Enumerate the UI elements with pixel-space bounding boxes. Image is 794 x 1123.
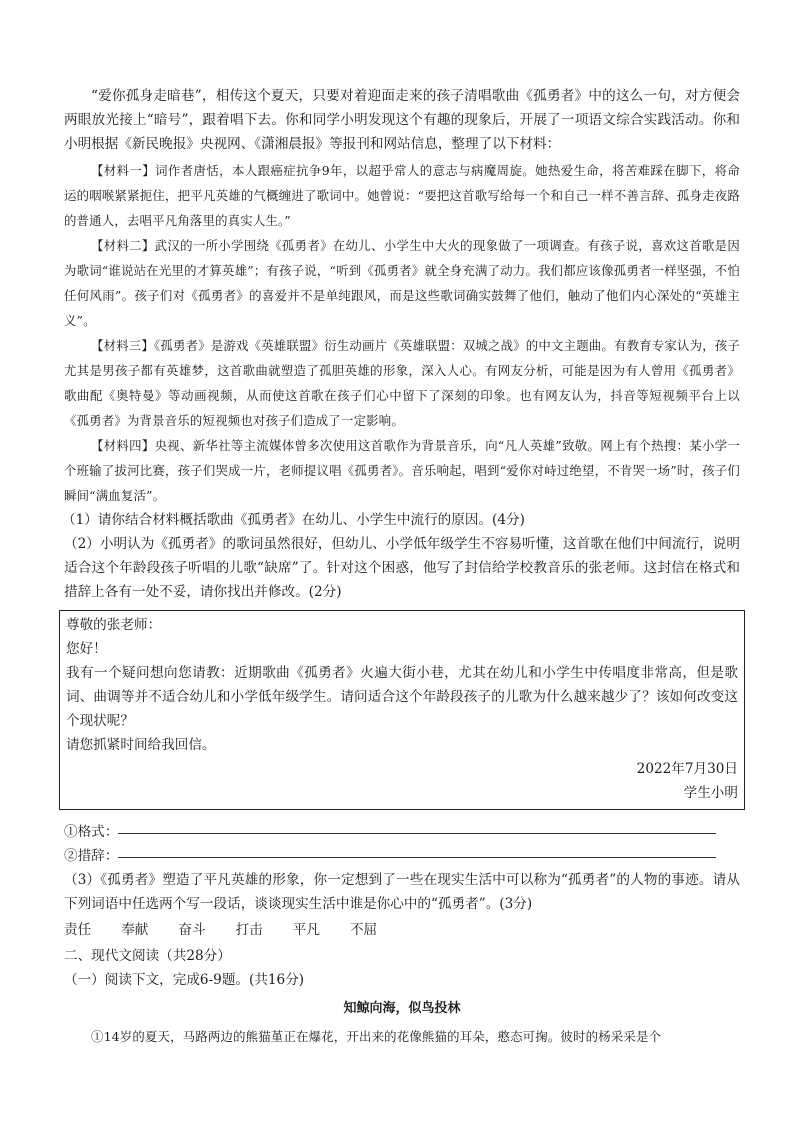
- letter-date: 2022年7月30日: [636, 761, 738, 777]
- section-heading: 二、现代文阅读（共28分）: [64, 948, 231, 964]
- word-choice: 打击: [235, 922, 263, 938]
- material-1: 【材料一】词作者唐恬，本人跟癌症抗争9年，以超乎常人的意志与病魔周旋。她热爱生命，将苦难踩在脚下，将命运的咽喉紧紧扼住，把平凡英雄的气概缠进了歌词中。她曾说：“要把这首歌写给每一个和自己一样不善言辞、孤身走夜路的普通人，去唱平凡角落里的真实人生。”: [64, 163, 740, 228]
- word-choice: 奉献: [121, 922, 149, 938]
- word-choice: 奋斗: [178, 922, 206, 938]
- word-choices: [64, 916, 740, 944]
- question-1: （1）请你结合材料概括歌曲《孤勇者》在幼儿、小学生中流行的原因。(4分): [62, 512, 525, 528]
- word-choice: 不屈: [349, 922, 378, 938]
- article-paragraph-1: ①14岁的夏天，马路两边的熊猫堇正在爆花，开出来的花像熊猫的耳朵，憨态可掬。彼时的杨采采是个: [91, 1029, 662, 1044]
- wording-answer-line[interactable]: [118, 856, 716, 858]
- exam-page: [64, 84, 740, 1049]
- section-subheading: （一）阅读下文，完成6-9题。(共16分): [64, 972, 305, 988]
- letter-greeting: 您好！: [66, 641, 107, 657]
- material-2: 【材料二】武汉的一所小学围绕《孤勇者》在幼儿、小学生中大火的现象做了一项调查。有孩子说，喜欢这首歌是因为歌词“谁说站在光里的才算英雄”；有孩子说，“听到《孤勇者》就全身充满了动力。我们都应该像孤勇者一样坚强，不怕任何风雨”。孩子们对《孤勇者》的喜爱并不是单纯跟风，而是这些歌词确实鼓舞了他们，触动了他们内心深处的“英雄主义”。: [64, 238, 740, 328]
- letter-signature: 学生小明: [683, 785, 738, 801]
- letter-closing: 请您抓紧时间给我回信。: [66, 737, 216, 753]
- wording-label: ②措辞：: [64, 848, 119, 864]
- question-2: （2）小明认为《孤勇者》的歌词虽然很好，但幼儿、小学低年级学生不容易听懂，这首歌在他们中间流行，说明适合这个年龄段孩子听唱的儿歌“缺席”了。针对这个困惑，他写了封信给学校教音乐的张老师。这封信在格式和措辞上各有一处不妥，请你找出并修改。(2分): [64, 536, 740, 600]
- format-answer-line[interactable]: [118, 832, 716, 834]
- material-4: 【材料四】央视、新华社等主流媒体曾多次使用这首歌作为背景音乐，向“凡人英雄”致敬。网上有个热搜：某小学一个班输了拔河比赛，孩子们哭成一片，老师提议唱《孤勇者》。音乐响起，唱到“爱你对峙过绝望，不肯哭一场”时，孩子们瞬间“满血复活”。: [64, 438, 740, 503]
- question-3: （3）《孤勇者》塑造了平凡英雄的形象，你一定想到了一些在现实生活中可以称为“孤勇者”的人物的事迹。请从下列词语中任选两个写一段话，谈谈现实生活中谁是你心中的“孤勇者”。(3分): [64, 872, 740, 912]
- letter-salutation: 尊敬的张老师：: [66, 617, 162, 633]
- wording-answer-row: [64, 840, 740, 864]
- article-title: 知鲸向海，似鸟投林: [343, 1001, 461, 1016]
- materials-block: [64, 158, 740, 508]
- format-answer-row: [64, 816, 740, 840]
- intro-paragraph: “爱你孤身走暗巷”，相传这个夏天，只要对着迎面走来的孩子清唱歌曲《孤勇者》中的这么一句，对方便会两眼放光接上“暗号”，跟着唱下去。你和同学小明发现这个有趣的现象后，开展了一项语文综合实践活动。你和小明根据《新民晚报》央视网、《潇湘晨报》等报刊和网站信息，整理了以下材料：: [64, 88, 740, 152]
- material-3: 【材料三】《孤勇者》是游戏《英雄联盟》衍生动画片《英雄联盟：双城之战》的中文主题曲。有教育专家认为，孩子尤其是男孩子都有英雄梦，这首歌曲就塑造了孤胆英雄的形象，深入人心。有网友分析，可能是因为有人曾用《孤勇者》歌曲配《奥特曼》等动画视频，从而使这首歌在孩子们心中留下了深刻的印象。也有网友认为，抖音等短视频平台上以《孤勇者》为背景音乐的短视频也对孩子们造成了一定影响。: [64, 338, 740, 428]
- word-choice: 责任: [64, 922, 92, 938]
- letter-body: 我有一个疑问想向您请教：近期歌曲《孤勇者》火遍大街小巷，尤其在幼儿和小学生中传唱度非常高，但是歌词、曲调等并不适合幼儿和小学低年级学生。请问适合这个年龄段孩子的儿歌为什么越来越少了？该如何改变这个现状呢？: [66, 665, 738, 729]
- word-choice: 平凡: [292, 922, 320, 938]
- format-label: ①格式：: [64, 824, 119, 840]
- letter-box: [59, 610, 745, 810]
